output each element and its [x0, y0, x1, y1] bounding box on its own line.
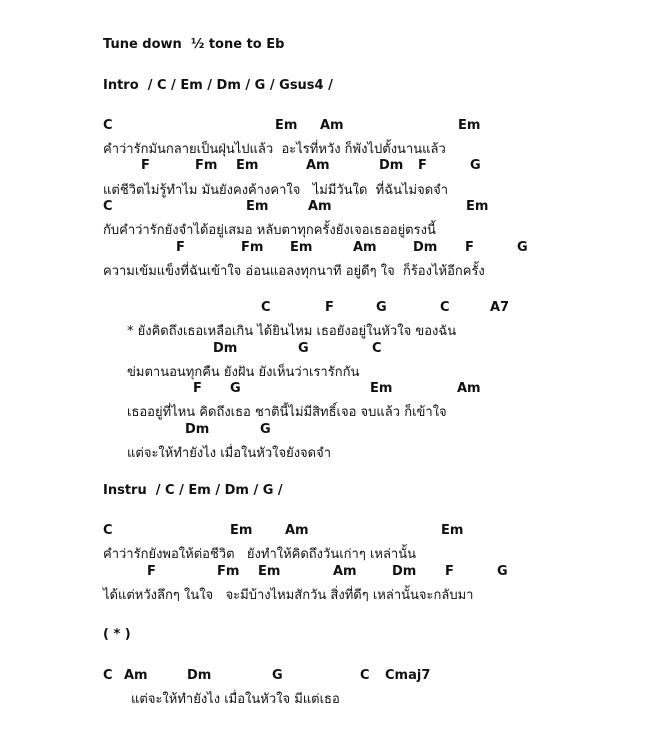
chord-label: F [325, 300, 334, 315]
verse2-chords-1 [0, 523, 670, 539]
chord-label: F [141, 158, 150, 173]
chord-label: G [298, 341, 309, 356]
chord-label: Fm [195, 158, 218, 173]
chord-label: C [103, 199, 113, 214]
chorus-chords-3 [0, 381, 670, 397]
chord-label: G [272, 668, 283, 683]
verse1-lyric-1: คำว่ารักมันกลายเป็นฝุ่นไปแล้ว อะไรที่หวัง ก็พังไปตั้งนานแล้ว [103, 142, 446, 157]
chord-label: F [147, 564, 156, 579]
chord-label: F [176, 240, 185, 255]
instru-chords: Instru / C / Em / Dm / G / [103, 483, 283, 498]
verse2-lyric-2: ได้แต่หวังลึกๆ ในใจ จะมีบ้างไหมสักวัน สิ่งที่ดีๆ เหล่านั้นจะกลับมา [103, 588, 474, 603]
chord-label: Am [353, 240, 377, 255]
verse1-lyric-2: แต่ชีวิตไม่รู้ทำไม มันยังคงค้างคาใจ ไม่มีวันใด ที่ฉันไม่จดจำ [103, 183, 449, 198]
verse1-chords-3 [0, 199, 670, 215]
chord-label: Am [306, 158, 330, 173]
chord-label: Em [466, 199, 489, 214]
verse1-chords-1 [0, 118, 670, 134]
chord-label: Dm [392, 564, 417, 579]
chord-label: Am [320, 118, 344, 133]
chorus-lyric-3: เธออยู่ที่ไหน คิดถึงเธอ ชาตินี้ไม่มีสิทธิ์เจอ จบแล้ว ก็เข้าใจ [127, 405, 447, 420]
chord-label: G [260, 422, 271, 437]
chord-label: Dm [413, 240, 438, 255]
verse1-chords-4 [0, 240, 670, 256]
chord-label: Dm [379, 158, 404, 173]
chord-label: Em [246, 199, 269, 214]
chord-label: Cmaj7 [385, 668, 431, 683]
chorus-lyric-2: ข่มตานอนทุกคืน ยังฝัน ยังเห็นว่าเรารักกัน [127, 365, 360, 380]
chord-label: Am [308, 199, 332, 214]
chord-label: G [376, 300, 387, 315]
chord-label: Em [370, 381, 393, 396]
chord-label: Am [457, 381, 481, 396]
chord-label: F [465, 240, 474, 255]
chord-label: C [372, 341, 382, 356]
chorus-lyric-4: แต่จะให้ทำยังไง เมื่อในหัวใจยังจดจำ [127, 446, 332, 461]
chord-label: C [440, 300, 450, 315]
chord-label: Em [458, 118, 481, 133]
chord-label: Am [285, 523, 309, 538]
tuning-note: Tune down ½ tone to Eb [103, 37, 285, 52]
chord-label: Dm [213, 341, 238, 356]
chord-label: A7 [490, 300, 510, 315]
verse2-lyric-1: คำว่ารักยังพอให้ต่อชีวิต ยังทำให้คิดถึงวันเก่าๆ เหล่านั้น [103, 547, 416, 562]
chord-label: C [103, 523, 113, 538]
chord-label: F [418, 158, 427, 173]
repeat-chorus-marker: ( * ) [103, 627, 131, 642]
chord-label: C [261, 300, 271, 315]
chord-label: Dm [187, 668, 212, 683]
chorus-chords-4 [0, 422, 670, 438]
verse1-lyric-3: กับคำว่ารักยังจำได้อยู่เสมอ หลับตาทุกครั้งยังเจอเธออยู่ตรงนี้ [103, 223, 436, 238]
chorus-chords-2 [0, 341, 670, 357]
intro-chords: Intro / C / Em / Dm / G / Gsus4 / [103, 78, 333, 93]
chord-label: F [445, 564, 454, 579]
verse2-chords-2 [0, 564, 670, 580]
chord-label: Em [236, 158, 259, 173]
verse1-chords-2 [0, 158, 670, 174]
chord-label: Em [290, 240, 313, 255]
chord-label: C [103, 118, 113, 133]
chorus-chords-1 [0, 300, 670, 316]
verse1-lyric-4: ความเข้มแข็งที่ฉันเข้าใจ อ่อนแอลงทุกนาที อยู่ดีๆ ใจ ก็ร้องไห้อีกครั้ง [103, 264, 485, 279]
chord-label: Am [333, 564, 357, 579]
outro-chords [0, 668, 670, 684]
chord-label: Em [275, 118, 298, 133]
chord-label: G [517, 240, 528, 255]
chord-label: Em [441, 523, 464, 538]
chord-label: Fm [217, 564, 240, 579]
chord-label: Fm [241, 240, 264, 255]
chord-label: C [103, 668, 113, 683]
chord-label: G [230, 381, 241, 396]
chord-label: G [470, 158, 481, 173]
chord-label: G [497, 564, 508, 579]
chord-label: Am [124, 668, 148, 683]
chord-label: C [360, 668, 370, 683]
chorus-lyric-1: * ยังคิดถึงเธอเหลือเกิน ได้ยินไหม เธอยังอยู่ในหัวใจ ของฉัน [127, 324, 457, 339]
chord-label: Em [258, 564, 281, 579]
chord-label: Dm [185, 422, 210, 437]
outro-lyric: แต่จะให้ทำยังไง เมื่อในหัวใจ มีแต่เธอ [131, 692, 340, 707]
chord-label: F [193, 381, 202, 396]
chord-label: Em [230, 523, 253, 538]
